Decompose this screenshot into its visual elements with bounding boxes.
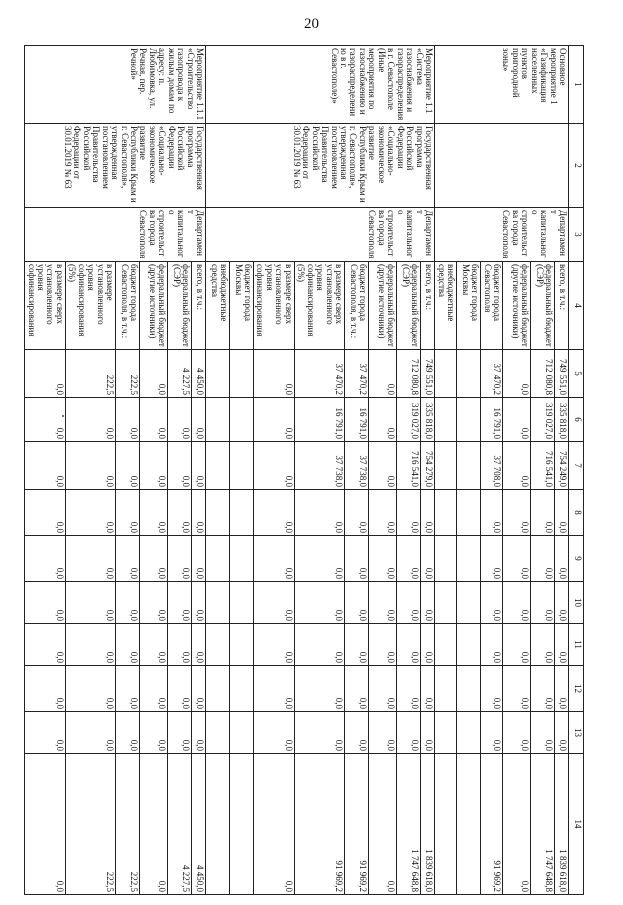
- column-number-cell: 8: [569, 490, 584, 536]
- funding-source-cell: всего, в т.ч.:: [555, 262, 569, 350]
- amount-cell: 0,0: [397, 624, 421, 666]
- amount-cell: 0,0: [116, 712, 140, 754]
- amount-cell: 0,0: [254, 536, 295, 582]
- table-row: [192, 46, 206, 895]
- amount-cell: 749 551,0: [555, 350, 569, 398]
- amount-cell: 0,0: [140, 712, 168, 754]
- event-name-cell: Мероприятие 1.1.1 «Строительство газопровода к жилым домам по адресу: п. Любимовка, ул. Речная, пер. Речной»: [25, 46, 206, 124]
- amount-cell: [206, 754, 230, 895]
- funding-source-cell: всего, в т.ч.:: [192, 262, 206, 350]
- funding-source-cell: внебюджетные средства: [206, 262, 230, 350]
- amount-cell: [206, 712, 230, 754]
- amount-cell: [457, 350, 481, 398]
- amount-cell: 0,0: [168, 442, 192, 490]
- amount-cell: 0,0: [116, 442, 140, 490]
- amount-cell: 0,0: [65, 442, 115, 490]
- amount-cell: [230, 582, 254, 624]
- amount-cell: 0,0: [168, 712, 192, 754]
- amount-cell: 0,0: [481, 624, 503, 666]
- amount-cell: 91 969,2: [345, 754, 369, 895]
- amount-cell: 0,0: [254, 490, 295, 536]
- funding-source-cell: в размере установленного уровня софинансирования (5%): [65, 262, 115, 350]
- column-number-cell: 4: [569, 262, 584, 350]
- amount-cell: 335 818,0: [555, 398, 569, 442]
- amount-cell: 0,0: [25, 442, 66, 490]
- budget-table: [24, 45, 584, 895]
- amount-cell: 0,0: [345, 712, 369, 754]
- amount-cell: 0,0: [294, 490, 344, 536]
- amount-cell: [206, 582, 230, 624]
- amount-cell: 712 080,8: [531, 350, 555, 398]
- executor-cell: Департамент капитального строительства города Севастополя: [25, 208, 206, 262]
- amount-cell: 0,0: [192, 624, 206, 666]
- amount-cell: 319 027,0: [397, 398, 421, 442]
- amount-cell: 0,0: [421, 490, 435, 536]
- column-number-row: [569, 46, 584, 895]
- amount-cell: 4 450,0: [192, 754, 206, 895]
- amount-cell: [230, 536, 254, 582]
- amount-cell: 716 541,0: [397, 442, 421, 490]
- amount-cell: [435, 536, 457, 582]
- amount-cell: 222,5: [65, 350, 115, 398]
- amount-cell: 0,0: [503, 536, 531, 582]
- funding-source-cell: в размере сверх установленного уровня софинансирования (5%): [294, 262, 344, 350]
- amount-cell: 4 450,0: [192, 350, 206, 398]
- amount-cell: 0,0: [531, 712, 555, 754]
- amount-cell: [435, 712, 457, 754]
- page-number: 20: [304, 16, 319, 32]
- amount-cell: 0,0: [25, 712, 66, 754]
- amount-cell: [457, 582, 481, 624]
- amount-cell: 0,0: [25, 754, 66, 895]
- amount-cell: 0,0: [481, 582, 503, 624]
- amount-cell: [435, 350, 457, 398]
- amount-cell: 749 551,0: [421, 350, 435, 398]
- table-row: [421, 46, 435, 895]
- amount-cell: 1 839 618,0: [421, 754, 435, 895]
- amount-cell: [230, 490, 254, 536]
- amount-cell: [435, 582, 457, 624]
- amount-cell: 0,0: [25, 624, 66, 666]
- amount-cell: [206, 490, 230, 536]
- amount-cell: 0,0: [25, 666, 66, 712]
- funding-source-cell: федеральный бюджет (другие источники): [503, 262, 531, 350]
- funding-source-cell: федеральный бюджет (другие источники): [140, 262, 168, 350]
- executor-cell: Департамент капитального строительства города Севастополя: [435, 208, 569, 262]
- amount-cell: 0,0: [168, 490, 192, 536]
- amount-cell: [206, 398, 230, 442]
- amount-cell: 0,0: [369, 712, 397, 754]
- funding-source-cell: внебюджетные средства: [435, 262, 457, 350]
- amount-cell: 91 969,2: [481, 754, 503, 895]
- amount-cell: 754 249,0: [555, 442, 569, 490]
- amount-cell: 0,0: [140, 754, 168, 895]
- amount-cell: [457, 536, 481, 582]
- amount-cell: 319 027,0: [531, 398, 555, 442]
- amount-cell: 0,0: [555, 536, 569, 582]
- amount-cell: 712 080,8: [397, 350, 421, 398]
- amount-cell: 0,0: [25, 398, 66, 442]
- amount-cell: 222,5: [116, 754, 140, 895]
- column-number-cell: 5: [569, 350, 584, 398]
- amount-cell: [435, 666, 457, 712]
- amount-cell: 0,0: [369, 398, 397, 442]
- amount-cell: 0,0: [397, 582, 421, 624]
- amount-cell: 0,0: [65, 624, 115, 666]
- amount-cell: 0,0: [116, 490, 140, 536]
- amount-cell: 716 541,0: [531, 442, 555, 490]
- column-number-cell: 9: [569, 536, 584, 582]
- event-name-cell: Основное мероприятие 1 «Газификация населенных пунктов пригородной зоны»: [435, 46, 569, 124]
- amount-cell: 0,0: [503, 712, 531, 754]
- amount-cell: 16 791,0: [345, 398, 369, 442]
- funding-source-cell: всего, в т.ч.:: [421, 262, 435, 350]
- amount-cell: 0,0: [397, 536, 421, 582]
- amount-cell: 0,0: [421, 712, 435, 754]
- amount-cell: 0,0: [345, 490, 369, 536]
- amount-cell: [457, 490, 481, 536]
- funding-source-cell: федеральный бюджет (СЭР): [397, 262, 421, 350]
- amount-cell: 0,0: [140, 624, 168, 666]
- amount-cell: [230, 398, 254, 442]
- amount-cell: 1 747 648,8: [397, 754, 421, 895]
- amount-cell: 0,0: [369, 536, 397, 582]
- amount-cell: 0,0: [254, 582, 295, 624]
- amount-cell: 222,5: [65, 754, 115, 895]
- amount-cell: 0,0: [503, 624, 531, 666]
- amount-cell: 0,0: [140, 666, 168, 712]
- amount-cell: 0,0: [192, 536, 206, 582]
- amount-cell: [230, 666, 254, 712]
- amount-cell: [457, 666, 481, 712]
- amount-cell: 37 470,2: [294, 350, 344, 398]
- amount-cell: 0,0: [116, 582, 140, 624]
- amount-cell: [206, 624, 230, 666]
- amount-cell: 0,0: [254, 442, 295, 490]
- amount-cell: 0,0: [481, 712, 503, 754]
- amount-cell: [230, 442, 254, 490]
- column-number-cell: 1: [569, 46, 584, 124]
- funding-source-cell: в размере сверх установленного уровня софинансирования: [254, 262, 295, 350]
- amount-cell: 37 738,0: [294, 442, 344, 490]
- column-number-cell: 3: [569, 208, 584, 262]
- amount-cell: [435, 624, 457, 666]
- amount-cell: [457, 398, 481, 442]
- funding-source-cell: бюджет города Севастополя, в т.ч.:: [116, 262, 140, 350]
- column-number-cell: 6: [569, 398, 584, 442]
- amount-cell: 0,0: [25, 582, 66, 624]
- amount-cell: 0,0: [503, 582, 531, 624]
- executor-cell: Департамент капитального строительства города Севастополя: [206, 208, 435, 262]
- amount-cell: 0,0: [294, 666, 344, 712]
- amount-cell: 0,0: [503, 490, 531, 536]
- amount-cell: 1 839 618,0: [555, 754, 569, 895]
- amount-cell: [457, 442, 481, 490]
- amount-cell: 0,0: [369, 582, 397, 624]
- amount-cell: 0,0: [397, 490, 421, 536]
- amount-cell: 0,0: [168, 666, 192, 712]
- amount-cell: 0,0: [116, 536, 140, 582]
- amount-cell: 4 227,5: [168, 754, 192, 895]
- amount-cell: 0,0: [25, 490, 66, 536]
- program-cell: Государственная программа Российской Федерации «Социально-экономическое развитие Республики Крым и г. Севастополя», утвержденная постановлением Правительства Российской Федерации от 30.01.2019 № 63: [25, 124, 206, 208]
- column-number-cell: 13: [569, 712, 584, 754]
- amount-cell: 1 747 648,8: [531, 754, 555, 895]
- amount-cell: 0,0: [116, 666, 140, 712]
- amount-cell: 0,0: [531, 536, 555, 582]
- amount-cell: 0,0: [65, 712, 115, 754]
- amount-cell: 0,0: [116, 398, 140, 442]
- amount-cell: 0,0: [254, 754, 295, 895]
- amount-cell: 0,0: [294, 712, 344, 754]
- amount-cell: 0,0: [65, 666, 115, 712]
- amount-cell: 0,0: [25, 350, 66, 398]
- amount-cell: 335 818,0: [421, 398, 435, 442]
- amount-cell: 0,0: [369, 666, 397, 712]
- amount-cell: 4 227,5: [168, 350, 192, 398]
- amount-cell: 0,0: [140, 442, 168, 490]
- amount-cell: 37 470,2: [345, 350, 369, 398]
- amount-cell: 0,0: [503, 442, 531, 490]
- table-body: [25, 46, 584, 895]
- amount-cell: [206, 350, 230, 398]
- amount-cell: 0,0: [192, 712, 206, 754]
- amount-cell: 0,0: [503, 350, 531, 398]
- amount-cell: 0,0: [254, 350, 295, 398]
- amount-cell: 0,0: [369, 624, 397, 666]
- event-name-cell: Мероприятие 1.1 «Система газоснабжения и газораспределения в г. Севастополе (Иные мероприятия по газоснабжению и газораспределению в г. Севастополе)»: [206, 46, 435, 124]
- amount-cell: 0,0: [369, 350, 397, 398]
- amount-cell: 91 969,2: [294, 754, 344, 895]
- funding-source-cell: федеральный бюджет (СЭР): [531, 262, 555, 350]
- amount-cell: 0,0: [345, 624, 369, 666]
- amount-cell: 0,0: [369, 754, 397, 895]
- program-cell: [435, 124, 569, 208]
- amount-cell: 0,0: [168, 624, 192, 666]
- amount-cell: [230, 712, 254, 754]
- amount-cell: 0,0: [421, 536, 435, 582]
- funding-source-cell: федеральный бюджет (СЭР): [168, 262, 192, 350]
- amount-cell: 0,0: [140, 350, 168, 398]
- amount-cell: 0,0: [555, 624, 569, 666]
- amount-cell: 0,0: [531, 624, 555, 666]
- funding-source-cell: в размере сверх установленного уровня софинансирования: [25, 262, 66, 350]
- amount-cell: 0,0: [397, 666, 421, 712]
- amount-cell: 0,0: [503, 754, 531, 895]
- amount-cell: 0,0: [294, 536, 344, 582]
- amount-cell: 0,0: [116, 624, 140, 666]
- amount-cell: 0,0: [140, 490, 168, 536]
- amount-cell: 0,0: [421, 582, 435, 624]
- amount-cell: 0,0: [421, 666, 435, 712]
- amount-cell: 0,0: [25, 536, 66, 582]
- amount-cell: 0,0: [503, 666, 531, 712]
- amount-cell: 0,0: [531, 666, 555, 712]
- amount-cell: 0,0: [254, 398, 295, 442]
- amount-cell: 16 791,0: [481, 398, 503, 442]
- amount-cell: 0,0: [192, 582, 206, 624]
- amount-cell: [435, 442, 457, 490]
- amount-cell: 0,0: [140, 536, 168, 582]
- funding-source-cell: бюджет города Севастополя: [481, 262, 503, 350]
- amount-cell: 0,0: [65, 398, 115, 442]
- amount-cell: 0,0: [65, 536, 115, 582]
- amount-cell: 0,0: [481, 490, 503, 536]
- amount-cell: 0,0: [421, 624, 435, 666]
- amount-cell: 0,0: [140, 582, 168, 624]
- funding-source-cell: федеральный бюджет (другие источники): [369, 262, 397, 350]
- funding-source-cell: бюджет города Москвы: [230, 262, 254, 350]
- amount-cell: 0,0: [531, 490, 555, 536]
- amount-cell: 0,0: [369, 490, 397, 536]
- amount-cell: 0,0: [555, 490, 569, 536]
- amount-cell: 0,0: [168, 582, 192, 624]
- amount-cell: 0,0: [254, 624, 295, 666]
- amount-cell: 0,0: [254, 666, 295, 712]
- amount-cell: 37 708,0: [481, 442, 503, 490]
- amount-cell: 0,0: [192, 442, 206, 490]
- amount-cell: 0,0: [65, 582, 115, 624]
- column-number-cell: 12: [569, 666, 584, 712]
- amount-cell: 0,0: [294, 624, 344, 666]
- amount-cell: 0,0: [345, 582, 369, 624]
- amount-cell: 0,0: [397, 712, 421, 754]
- amount-cell: 0,0: [254, 712, 295, 754]
- funding-source-cell: бюджет города Севастополя, в т.ч.:: [345, 262, 369, 350]
- amount-cell: 0,0: [555, 712, 569, 754]
- amount-cell: 0,0: [555, 666, 569, 712]
- column-number-cell: 7: [569, 442, 584, 490]
- amount-cell: 0,0: [294, 582, 344, 624]
- amount-cell: 0,0: [168, 398, 192, 442]
- amount-cell: [435, 754, 457, 895]
- amount-cell: 0,0: [531, 582, 555, 624]
- amount-cell: 0,0: [555, 582, 569, 624]
- rotated-table-container: [26, 45, 584, 894]
- amount-cell: 0,0: [481, 666, 503, 712]
- amount-cell: 0,0: [65, 490, 115, 536]
- amount-cell: 37 470,2: [481, 350, 503, 398]
- amount-cell: [206, 536, 230, 582]
- column-number-cell: 14: [569, 754, 584, 895]
- amount-cell: [457, 754, 481, 895]
- amount-cell: 0,0: [192, 490, 206, 536]
- table-row: [555, 46, 569, 895]
- amount-cell: 0,0: [503, 398, 531, 442]
- amount-cell: 37 738,0: [345, 442, 369, 490]
- amount-cell: [435, 398, 457, 442]
- column-number-cell: 2: [569, 124, 584, 208]
- amount-cell: [206, 442, 230, 490]
- column-number-cell: 10: [569, 582, 584, 624]
- amount-cell: 16 791,0: [294, 398, 344, 442]
- column-number-cell: 11: [569, 624, 584, 666]
- amount-cell: [230, 350, 254, 398]
- amount-cell: 0,0: [369, 442, 397, 490]
- amount-cell: [206, 666, 230, 712]
- amount-cell: 0,0: [140, 398, 168, 442]
- amount-cell: 0,0: [481, 536, 503, 582]
- amount-cell: [457, 712, 481, 754]
- funding-source-cell: бюджет города Москвы: [457, 262, 481, 350]
- amount-cell: 0,0: [345, 666, 369, 712]
- amount-cell: [230, 754, 254, 895]
- amount-cell: 754 279,0: [421, 442, 435, 490]
- amount-cell: [457, 624, 481, 666]
- program-cell: Государственная программа Российской Федерации «Социально-экономическое развитие Республики Крым и г. Севастополя», утвержденная постановлением Правительства Российской Федерации от 30.01.2019 № 63: [206, 124, 435, 208]
- amount-cell: 0,0: [168, 536, 192, 582]
- amount-cell: 0,0: [192, 398, 206, 442]
- amount-cell: [435, 490, 457, 536]
- amount-cell: [230, 624, 254, 666]
- amount-cell: 0,0: [345, 536, 369, 582]
- amount-cell: 0,0: [192, 666, 206, 712]
- amount-cell: 222,5: [116, 350, 140, 398]
